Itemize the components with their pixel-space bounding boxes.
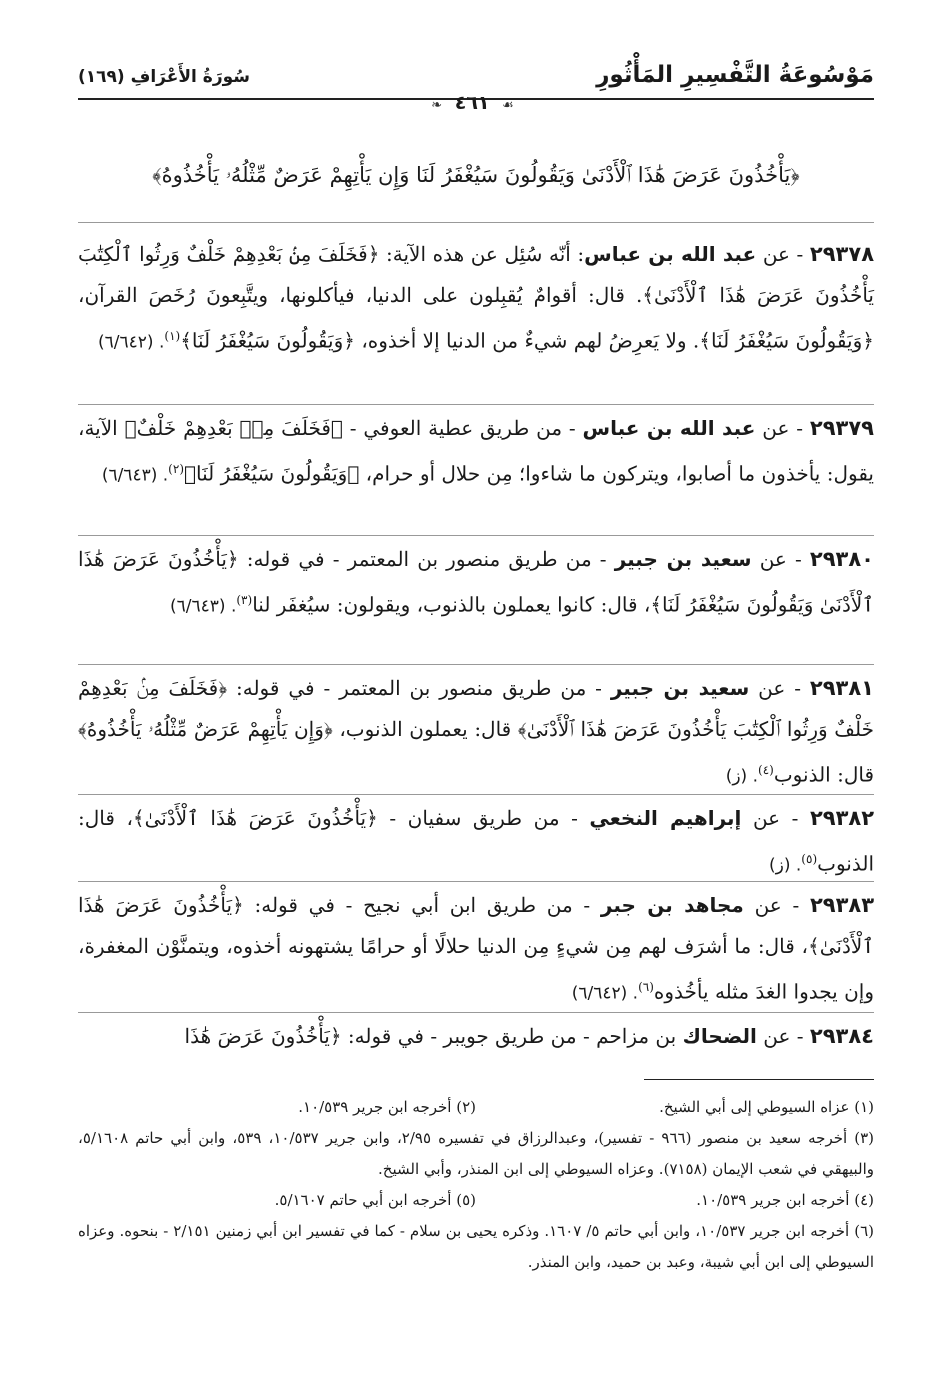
narration-entry	[78, 408, 874, 497]
divider	[78, 794, 874, 795]
narration-text: - من طريق منصور بن المعتمر - في قوله: ﴿يَأْخُذُونَ عَرَضَ هَٰذَا ٱلْأَدْنَىٰ وَيَقُولُونَ سَيُغْفَرُ لَنَا﴾، قال: كانوا يعملون بالذنوب، ويقولون: سيُغفَر لنا	[78, 547, 874, 617]
entry-prefix: - عن	[762, 242, 804, 266]
volume-reference: . (٦/٦٤٢)	[571, 983, 639, 1004]
divider	[78, 404, 874, 405]
footnote-5: (٥) أخرجه ابن أبي حاتم ٥/١٦٠٧.	[274, 1191, 476, 1209]
narration-entry	[78, 668, 874, 798]
narration-entry	[78, 798, 874, 887]
volume-reference: . (٦/٦٤٢)	[98, 332, 165, 353]
footnote-2: (٢) أخرجه ابن جرير ١٠/٥٣٩.	[298, 1098, 476, 1116]
narrator-name: الضحاك	[682, 1024, 757, 1048]
volume-reference: . (ز)	[769, 855, 802, 876]
footnote-3: (٣) أخرجه سعيد بن منصور (٩٦٦ - تفسير)، وعبدالرزاق في تفسيره ٢/٩٥، وابن جرير ١٠/٥٣٧، ٥٣٩، وابن أبي حاتم ٥/١٦٠٨، والبيهقي في شعب الإيمان (٧١٥٨). وعزاه السيوطي إلى ابن المنذر، وأبي الشيخ.	[78, 1129, 875, 1178]
narration-number: ٢٩٣٨٠	[809, 547, 874, 571]
volume-reference: . (٦/٦٤٣)	[170, 596, 237, 617]
narration-entry	[78, 539, 874, 628]
narration-entry	[78, 234, 874, 364]
narrator-name: عبد الله بن عباس	[582, 416, 756, 440]
narration-text: - من طريق منصور بن المعتمر - في قوله: ﴿فَخَلَفَ مِنۢ بَعْدِهِمْ خَلْفٌ وَرِثُوا ٱلْكِتَٰبَ يَأْخُذُونَ عَرَضَ هَٰذَا ٱلْأَدْنَىٰ﴾ قال: يعملون الذنوب، ﴿وَإِن يَأْتِهِمْ عَرَضٌ مِّثْلُهُۥ يَأْخُذُوهُ﴾ قال: الذنوب	[78, 676, 874, 787]
narration-number: ٢٩٣٧٩	[809, 416, 874, 440]
divider	[78, 664, 874, 665]
entry-prefix: - عن	[759, 547, 802, 571]
narration-text: - من طريق سفيان - ﴿يَأْخُذُونَ عَرَضَ هَٰذَا ٱلْأَدْنَىٰ﴾، قال: الذنوب	[78, 806, 874, 876]
narration-number: ٢٩٣٨٤	[809, 1024, 874, 1048]
narration-number: ٢٩٣٨١	[809, 676, 874, 700]
footnote-marker: (٤)	[758, 763, 774, 777]
volume-reference: . (ز)	[725, 766, 759, 787]
divider	[78, 535, 874, 536]
narration-text: - من طريق ابن أبي نجيح - في قوله: ﴿يَأْخُذُونَ عَرَضَ هَٰذَا ٱلْأَدْنَىٰ﴾، قال: ما أشرَف لهم مِن شيءٍ مِن الدنيا حلالًا أو حرامًا يشتهونه أخذوه، ويتمنَّوْن المغفرة، وإن يجدوا الغدَ مثله يأخُذوه	[78, 893, 874, 1004]
footnotes	[78, 1092, 874, 1278]
narrator-name: سعيد بن جبير	[614, 547, 752, 571]
ornament-icon: ❧	[431, 98, 443, 113]
entry-prefix: - عن	[762, 416, 804, 440]
volume-reference: . (٦/٦٤٣)	[101, 465, 169, 486]
footnote-6: (٦) أخرجه ابن جرير ١٠/٥٣٧، وابن أبي حاتم ٥/ ١٦٠٧. وذكره يحيى بن سلام - كما في تفسير ابن أبي زمنين ٢/١٥١ - بنحوه. وعزاه السيوطي إلى ابن أبي شيبة، وعبد بن حميد، وابن المنذر.	[78, 1222, 874, 1271]
footnote-rule	[644, 1079, 874, 1080]
narrator-name: إبراهيم النخعي	[589, 806, 742, 830]
narration-entry	[78, 885, 874, 1015]
page-number-block	[0, 92, 945, 114]
footnote-1: (١) عزاه السيوطي إلى أبي الشيخ.	[659, 1098, 874, 1116]
ornament-icon: ☙	[502, 98, 514, 113]
footnote-marker: (٥)	[801, 852, 818, 866]
entry-prefix: - عن	[763, 1024, 804, 1048]
surah-label: سُورَةُ الأَعْرَافِ (١٦٩)	[78, 67, 250, 87]
footnote-marker: (٦)	[638, 980, 654, 994]
narrator-name: عبد الله بن عباس	[584, 242, 757, 266]
narrator-name: مجاهد بن جبر	[600, 893, 744, 917]
narration-number: ٢٩٣٨٣	[809, 893, 875, 917]
footnote-row	[78, 1185, 874, 1216]
ayah-line: ﴿يَأْخُذُونَ عَرَضَ هَٰذَا ٱلْأَدْنَىٰ وَيَقُولُونَ سَيُغْفَرُ لَنَا وَإِن يَأْتِهِمْ عَرَضٌ مِّثْلُهُۥ يَأْخُذُوهُ﴾	[152, 163, 800, 187]
footnote-row	[78, 1092, 874, 1123]
narrator-name: سعيد بن جبير	[610, 676, 750, 700]
footnote-marker: (٣)	[236, 593, 253, 607]
book-title: مَوْسُوعَةُ التَّفْسِيرِ المَأْثُورِ	[596, 62, 874, 88]
divider	[78, 1012, 874, 1013]
narration-number: ٢٩٣٧٨	[809, 242, 875, 266]
divider	[78, 222, 874, 223]
footnote-4: (٤) أخرجه ابن جرير ١٠/٥٣٩.	[696, 1191, 874, 1209]
narration-number: ٢٩٣٨٢	[809, 806, 875, 830]
narration-text: - من طريق عطية العوفي - ﴿فَخَلَفَ مِنۢ بَعْدِهِمْ خَلْفٌ﴾ الآية، يقول: يأخذون ما أصابوا، ويتركون ما شاءوا؛ مِن حلال أو حرام، ﴿وَيَقُولُونَ سَيُغْفَرُ لَنَا﴾	[78, 416, 874, 486]
entry-prefix: - عن	[752, 806, 799, 830]
narration-text: : أنّه سُئِل عن هذه الآية: ﴿فَخَلَفَ مِنۢ بَعْدِهِمْ خَلْفٌ وَرِثُوا ٱلْكِتَٰبَ يَأْخُذُونَ عَرَضَ هَٰذَا ٱلْأَدْنَىٰ﴾. قال: أقوامٌ يُقبِلون على الدنيا، فيأكلونها، ويتَّبِعونَ رُخَصَ القرآن، ﴿وَيَقُولُونَ سَيُغْفَرُ لَنَا﴾. ولا يَعرِضُ لهم شيءٌ من الدنيا إلا أخذوه، ﴿وَيَقُولُونَ سَيُغْفَرُ لَنَا﴾	[78, 242, 874, 353]
page-number: ٤٦١	[454, 92, 490, 114]
narration-entry	[78, 1016, 874, 1057]
narration-text: بن مزاحم - من طريق جويبر - في قوله: ﴿يَأْخُذُونَ عَرَضَ هَٰذَا	[184, 1024, 677, 1048]
entry-prefix: - عن	[758, 676, 801, 700]
footnote-marker: (١)	[164, 329, 181, 343]
divider	[78, 881, 874, 882]
entry-prefix: - عن	[754, 893, 800, 917]
footnote-marker: (٢)	[168, 462, 184, 476]
